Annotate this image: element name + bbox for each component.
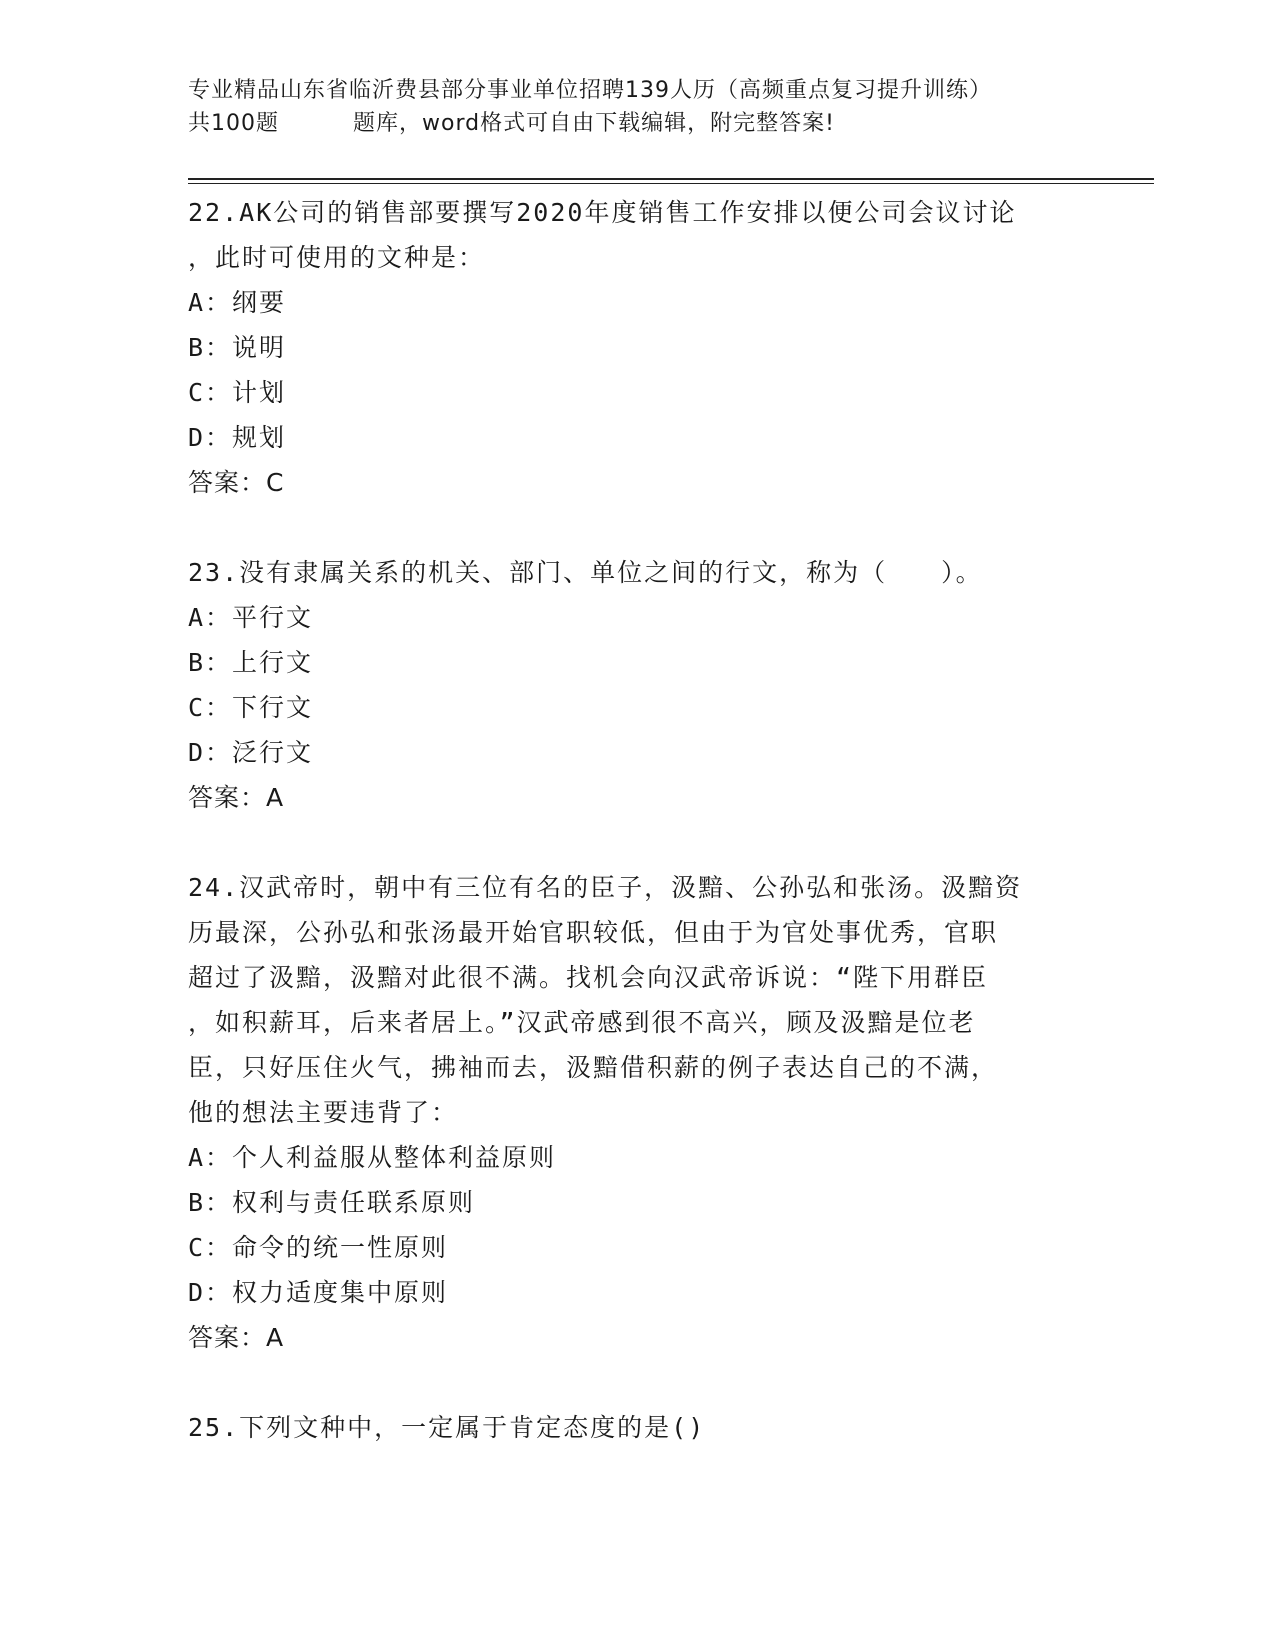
question-spacer xyxy=(188,505,1088,550)
option-b: B：说明 xyxy=(188,333,287,362)
header-subtitle-line xyxy=(188,107,1088,140)
option-c: C：命令的统一性原则 xyxy=(188,1233,449,1262)
question-stem-line: 22.AK公司的销售部要撰写2020年度销售工作安排以便公司会议讨论 xyxy=(188,198,1017,227)
question-spacer xyxy=(188,1360,1088,1405)
option-c: C：下行文 xyxy=(188,693,314,722)
question-23 xyxy=(188,550,1088,820)
header-question-count: 共100题 xyxy=(188,111,279,136)
option-d: D：规划 xyxy=(188,423,287,452)
question-22 xyxy=(188,190,1088,505)
question-list xyxy=(188,190,1088,1450)
option-a: A：纲要 xyxy=(188,288,287,317)
question-stem-line: 历最深，公孙弘和张汤最开始官职较低，但由于为官处事优秀，官职 xyxy=(188,918,999,947)
answer-line: 答案：A xyxy=(188,783,285,812)
question-spacer xyxy=(188,820,1088,865)
question-stem-line: 25.下列文种中，一定属于肯定态度的是() xyxy=(188,1413,706,1442)
question-stem-line: 臣，只好压住火气，拂袖而去，汲黯借积薪的例子表达自己的不满， xyxy=(188,1053,999,1082)
question-24 xyxy=(188,865,1088,1360)
header-divider-thick xyxy=(188,178,1154,180)
option-b: B：权利与责任联系原则 xyxy=(188,1188,476,1217)
option-d: D：泛行文 xyxy=(188,738,314,767)
option-d: D：权力适度集中原则 xyxy=(188,1278,449,1307)
option-a: A：个人利益服从整体利益原则 xyxy=(188,1143,557,1172)
question-stem-line: 超过了汲黯，汲黯对此很不满。找机会向汉武帝诉说：“陛下用群臣 xyxy=(188,963,989,992)
question-stem-line: ，此时可使用的文种是： xyxy=(188,243,486,272)
header-divider-thin xyxy=(188,183,1154,184)
option-b: B：上行文 xyxy=(188,648,314,677)
question-stem-line: 24.汉武帝时，朝中有三位有名的臣子，汲黯、公孙弘和张汤。汲黯资 xyxy=(188,873,1023,902)
question-stem-line: ，如积薪耳，后来者居上。”汉武帝感到很不高兴，顾及汲黯是位老 xyxy=(188,1008,976,1037)
question-stem-line: 他的想法主要违背了： xyxy=(188,1098,459,1127)
option-a: A：平行文 xyxy=(188,603,314,632)
page-header xyxy=(188,74,1088,140)
question-stem-line: 23.没有隶属关系的机关、部门、单位之间的行文，称为（ ）。 xyxy=(188,558,983,587)
option-c: C：计划 xyxy=(188,378,287,407)
header-description: 题库，word格式可自由下载编辑，附完整答案! xyxy=(353,111,835,136)
header-title-line: 专业精品山东省临沂费县部分事业单位招聘139人历（高频重点复习提升训练） xyxy=(188,78,992,103)
question-25 xyxy=(188,1405,1088,1450)
answer-line: 答案：A xyxy=(188,1323,285,1352)
answer-line: 答案：C xyxy=(188,468,285,497)
